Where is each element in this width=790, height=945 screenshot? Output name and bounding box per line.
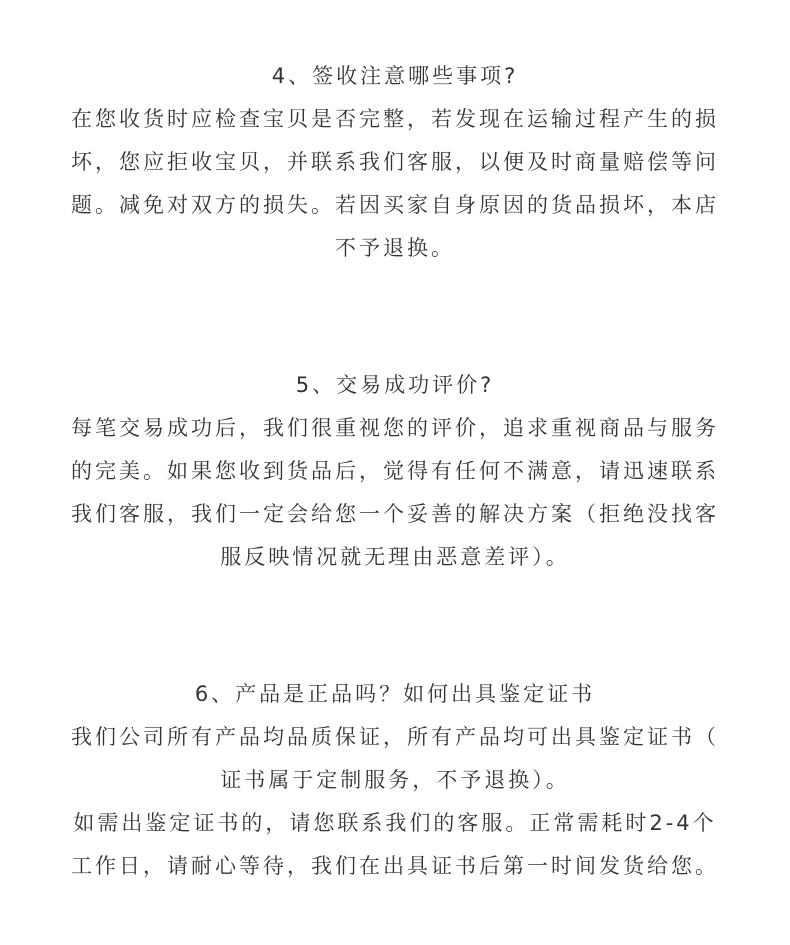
paragraph-line: 在您收货时应检查宝贝是否完整，若发现在运输过程产生的损: [71, 107, 719, 131]
paragraph-line: 证书属于定制服务，不予退换）。: [220, 768, 570, 792]
section-heading: 6、产品是正品吗？如何出具鉴定证书: [194, 682, 596, 706]
paragraph-line: 坏，您应拒收宝贝，并联系我们客服，以便及时商量赔偿等问: [71, 150, 719, 174]
paragraph-line: 我们客服，我们一定会给您一个妥善的解决方案（拒绝没找客: [71, 502, 719, 526]
faq-section-signing: [0, 55, 790, 270]
paragraph-line: 工作日，请耐心等待，我们在出具证书后第一时间发货给您。: [71, 854, 719, 878]
paragraph-line: 服反映情况就无理由恶意差评）。: [220, 545, 570, 569]
section-heading: 4、签收注意哪些事项?: [271, 64, 519, 88]
paragraph-line: 我们公司所有产品均品质保证，所有产品均可出具鉴定证书（: [71, 725, 719, 749]
section-heading: 5、交易成功评价?: [295, 373, 495, 397]
faq-section-authenticity: [0, 673, 790, 888]
paragraph-line: 不予退换。: [335, 236, 455, 260]
paragraph-line: 如需出鉴定证书的，请您联系我们的客服。正常需耗时2-4个: [73, 811, 717, 835]
paragraph-line: 每笔交易成功后，我们很重视您的评价，追求重视商品与服务: [71, 416, 719, 440]
paragraph-line: 的完美。如果您收到货品后，觉得有任何不满意，请迅速联系: [71, 459, 719, 483]
paragraph-line: 题。减免对双方的损失。若因买家自身原因的货品损坏，本店: [71, 193, 719, 217]
faq-section-review: [0, 364, 790, 579]
